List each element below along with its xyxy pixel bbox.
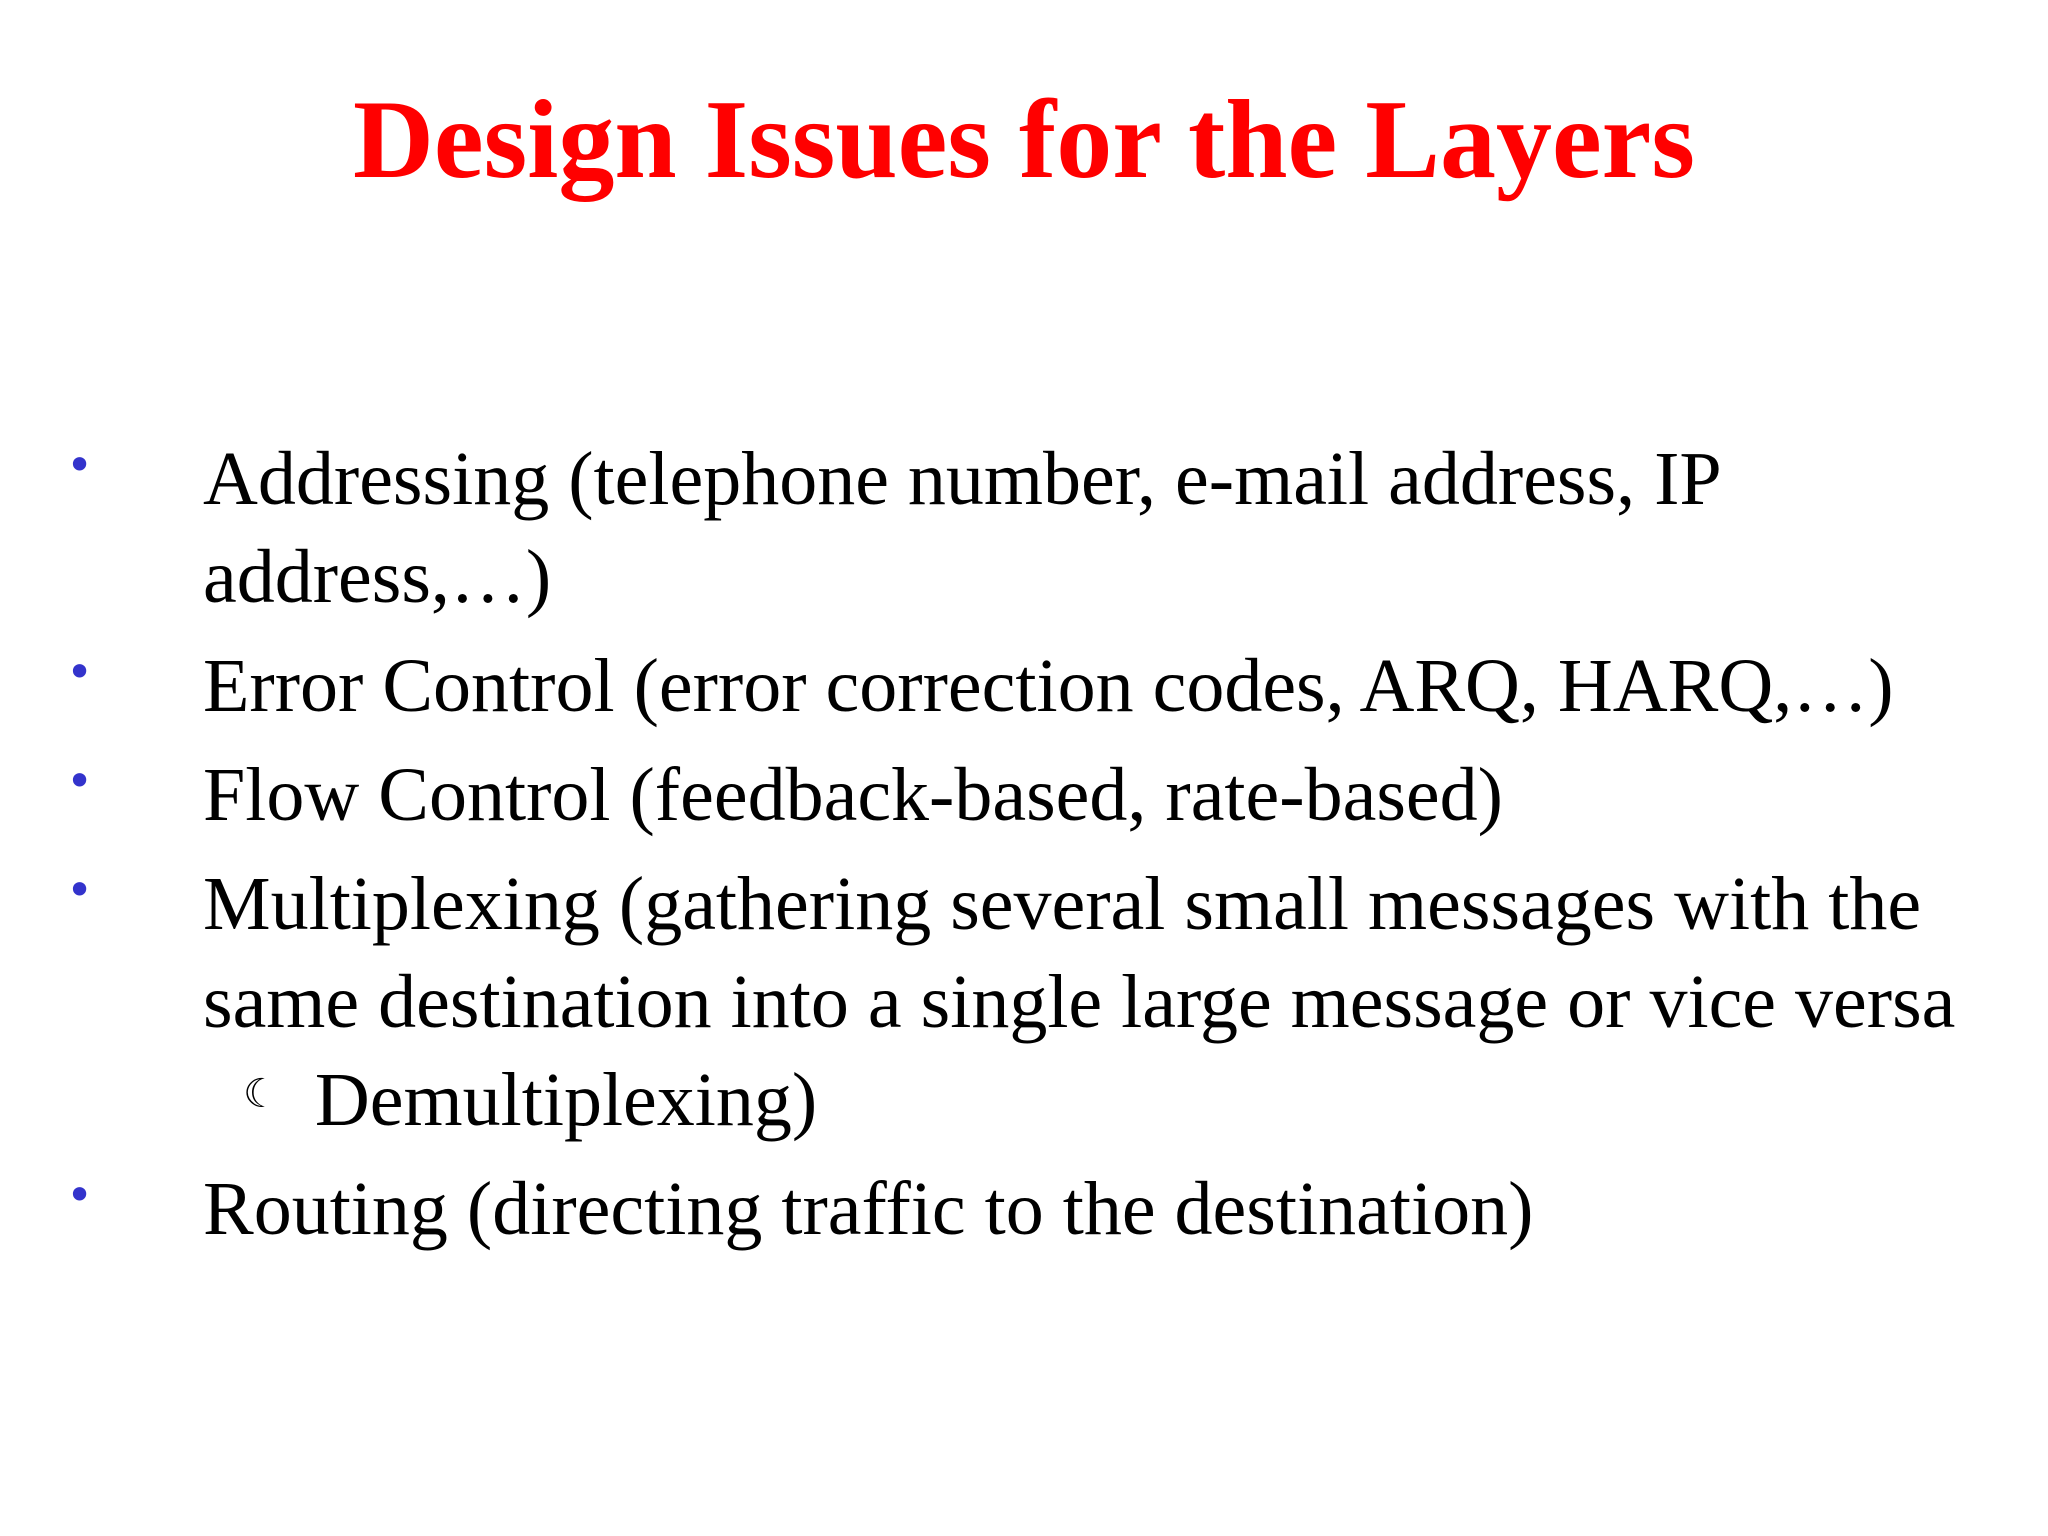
slide-title: Design Issues for the Layers [353, 78, 1695, 202]
bullet-item-error-control [0, 637, 2048, 735]
bullet-icon: • [66, 754, 94, 808]
bullet-icon: • [66, 1168, 94, 1222]
bullet-text: Flow Control (feedback-based, rate-based) [203, 753, 1503, 837]
bullet-text [203, 855, 2033, 1149]
bullet-icon: • [66, 863, 94, 917]
bullet-text-part: Multiplexing (gathering several small messages with the same destination into a single large message or vice versa [203, 862, 1956, 1044]
moon-face-icon: ☾ [243, 1071, 279, 1117]
bullet-text: Routing (directing traffic to the destination) [203, 1167, 1534, 1251]
bullet-item-flow-control [0, 746, 2048, 844]
bullet-icon: • [66, 438, 94, 492]
bullet-list [0, 430, 2048, 1258]
bullet-item-addressing [0, 430, 2048, 626]
bullet-text: Error Control (error correction codes, ARQ, HARQ,…) [203, 644, 1894, 728]
bullet-text: Addressing (telephone number, e-mail address, IP address,…) [203, 437, 1719, 619]
bullet-icon: • [66, 645, 94, 699]
bullet-item-multiplexing [0, 855, 2048, 1149]
bullet-text-part: Demultiplexing) [314, 1058, 818, 1142]
bullet-item-routing [0, 1160, 2048, 1258]
